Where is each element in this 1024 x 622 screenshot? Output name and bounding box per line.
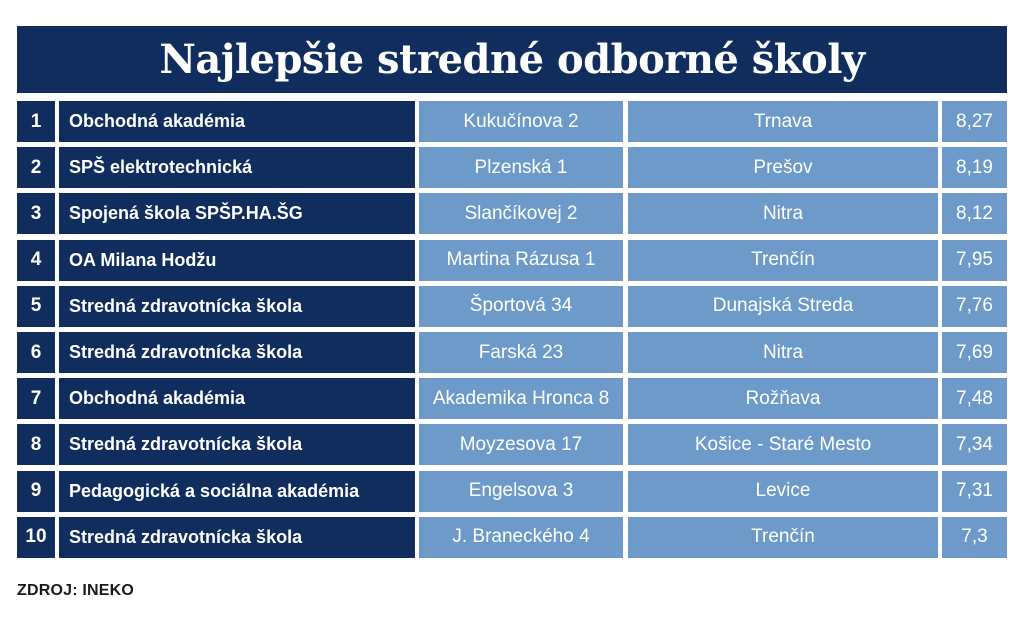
city-cell: Košice - Staré Mesto	[628, 424, 938, 465]
city-cell: Trenčín	[628, 517, 938, 558]
score-cell: 7,76	[942, 286, 1007, 327]
rank-cell: 6	[17, 332, 55, 373]
score-cell: 8,12	[942, 193, 1007, 234]
score-cell: 8,27	[942, 101, 1007, 142]
table-row	[17, 286, 1007, 327]
table-row	[17, 517, 1007, 558]
street-cell: Farská 23	[419, 332, 623, 373]
street-cell: Kukučínova 2	[419, 101, 623, 142]
score-cell: 7,48	[942, 378, 1007, 419]
school-name-cell: Pedagogická a sociálna akadémia	[59, 471, 415, 512]
table-row	[17, 147, 1007, 188]
rank-cell: 7	[17, 378, 55, 419]
rank-cell: 4	[17, 240, 55, 281]
school-name-cell: SPŠ elektrotechnická	[59, 147, 415, 188]
score-cell: 7,95	[942, 240, 1007, 281]
rank-cell: 3	[17, 193, 55, 234]
page-title: Najlepšie stredné odborné školy	[159, 35, 865, 83]
school-name-cell: Stredná zdravotnícka škola	[59, 424, 415, 465]
title-bar	[17, 26, 1007, 93]
street-cell: Slančíkovej 2	[419, 193, 623, 234]
table-row	[17, 378, 1007, 419]
city-cell: Levice	[628, 471, 938, 512]
rank-cell: 2	[17, 147, 55, 188]
street-cell: J. Braneckého 4	[419, 517, 623, 558]
table-row	[17, 101, 1007, 142]
street-cell: Plzenská 1	[419, 147, 623, 188]
rank-cell: 8	[17, 424, 55, 465]
rank-cell: 1	[17, 101, 55, 142]
school-name-cell: Stredná zdravotnícka škola	[59, 286, 415, 327]
table-row	[17, 240, 1007, 281]
table-row	[17, 193, 1007, 234]
rank-cell: 10	[17, 517, 55, 558]
school-name-cell: Stredná zdravotnícka škola	[59, 332, 415, 373]
city-cell: Dunajská Streda	[628, 286, 938, 327]
city-cell: Prešov	[628, 147, 938, 188]
street-cell: Engelsova 3	[419, 471, 623, 512]
score-cell: 7,31	[942, 471, 1007, 512]
school-name-cell: Stredná zdravotnícka škola	[59, 517, 415, 558]
city-cell: Trenčín	[628, 240, 938, 281]
street-cell: Športová 34	[419, 286, 623, 327]
street-cell: Martina Rázusa 1	[419, 240, 623, 281]
city-cell: Nitra	[628, 332, 938, 373]
table-row	[17, 471, 1007, 512]
source-note: ZDROJ: INEKO	[17, 582, 135, 599]
city-cell: Trnava	[628, 101, 938, 142]
table-row	[17, 424, 1007, 465]
school-name-cell: Obchodná akadémia	[59, 378, 415, 419]
table-row	[17, 332, 1007, 373]
school-name-cell: Obchodná akadémia	[59, 101, 415, 142]
street-cell: Moyzesova 17	[419, 424, 623, 465]
school-name-cell: Spojená škola SPŠP.HA.ŠG	[59, 193, 415, 234]
score-cell: 7,3	[942, 517, 1007, 558]
street-cell: Akademika Hronca 8	[419, 378, 623, 419]
score-cell: 7,34	[942, 424, 1007, 465]
school-name-cell: OA Milana Hodžu	[59, 240, 415, 281]
score-cell: 7,69	[942, 332, 1007, 373]
city-cell: Rožňava	[628, 378, 938, 419]
score-cell: 8,19	[942, 147, 1007, 188]
rank-cell: 9	[17, 471, 55, 512]
rank-cell: 5	[17, 286, 55, 327]
city-cell: Nitra	[628, 193, 938, 234]
